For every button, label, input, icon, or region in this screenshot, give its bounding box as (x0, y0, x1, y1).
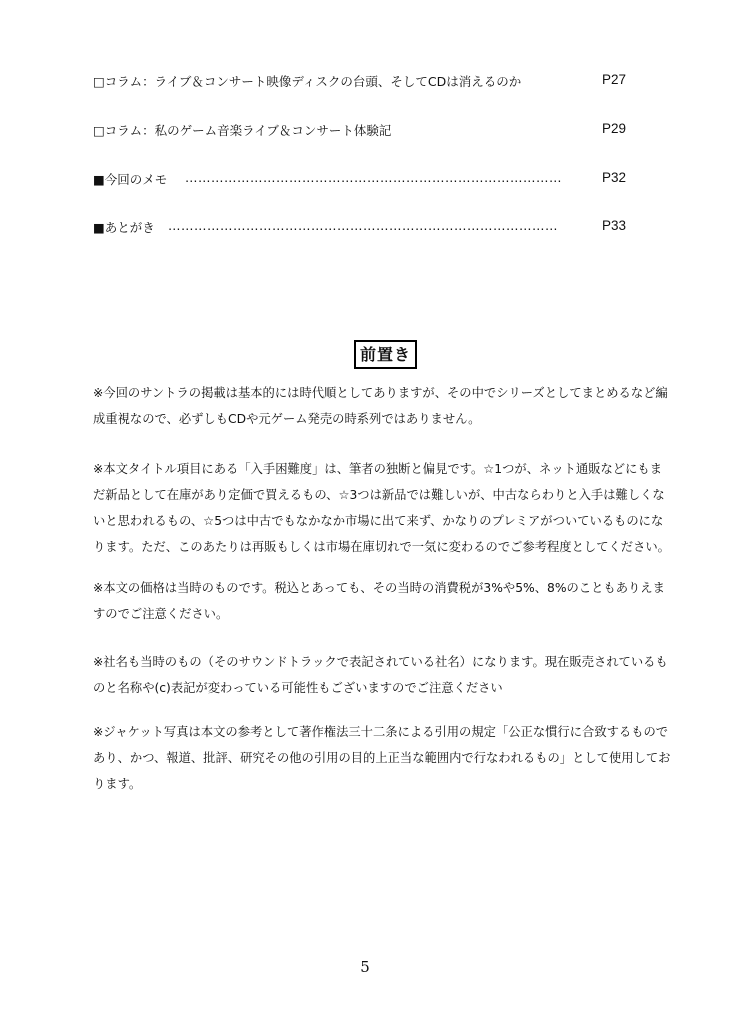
toc-entry-page: P33 (601, 218, 626, 233)
toc-entry-memo[interactable] (93, 170, 626, 192)
paragraph-price-note: ※本文の価格は当時のものです。税込とあっても、その当時の消費税が3%や5%、8%のこともありえますのでご注意ください。 (93, 581, 665, 621)
toc-entry-title: □コラム：ライブ＆コンサート映像ディスクの台頭、そしてCDは消えるのか (93, 74, 522, 89)
paragraph-rarity-note: ※本文タイトル項目にある「入手困難度」は、筆者の独断と偏見です。☆1つが、ネット通販などにもまだ新品として在庫があり定価で買えるもの、☆3つは新品では難しいが、中古ならわりと入手は難しくないと思われるもの、☆5つは中古でもなかなか市場に出て来ず、かなりのプレミアがついているものになります。ただ、このあたりは再販もしくは市場在庫切れで一気に変わるのでご参考程度としてください。 (93, 462, 670, 554)
toc-entry-column-live-video[interactable] (93, 72, 626, 94)
toc-entry-page: P32 (601, 170, 626, 185)
page-number: 5 (360, 958, 370, 976)
toc-entry-title: ■今回のメモ (93, 172, 168, 187)
toc-leader-dots: ……………………………………………………………………………… (168, 218, 558, 233)
toc-entry-afterword[interactable] (93, 218, 626, 240)
paragraph-copyright-note: ※ジャケット写真は本文の参考として著作権法三十二条による引用の規定「公正な慣行に合致するものであり、かつ、報道、批評、研究その他の引用の目的上正当な範囲内で行なわれるもの」として使用しております。 (93, 725, 671, 791)
toc-leader-dots: …………………………………………………………………………… (185, 170, 562, 185)
paragraph-company-name-note: ※社名も当時のもの（そのサウンドトラックで表記されている社名）になります。現在販売されているものと名称や(c)表記が変わっている可能性もございますのでご注意ください (93, 655, 668, 695)
toc-entry-title: ■あとがき (93, 220, 155, 235)
toc-entry-column-concert-experience[interactable] (93, 121, 626, 143)
section-heading-preface: 前置き (354, 340, 417, 369)
toc-entry-title: □コラム：私のゲーム音楽ライブ＆コンサート体験記 (93, 123, 392, 138)
toc-entry-page: P27 (601, 72, 626, 87)
toc-entry-page: P29 (601, 121, 626, 136)
paragraph-ordering-note: ※今回のサントラの掲載は基本的には時代順としてありますが、その中でシリーズとしてまとめるなど編成重視なので、必ずしもCDや元ゲーム発売の時系列ではありません。 (93, 386, 668, 426)
